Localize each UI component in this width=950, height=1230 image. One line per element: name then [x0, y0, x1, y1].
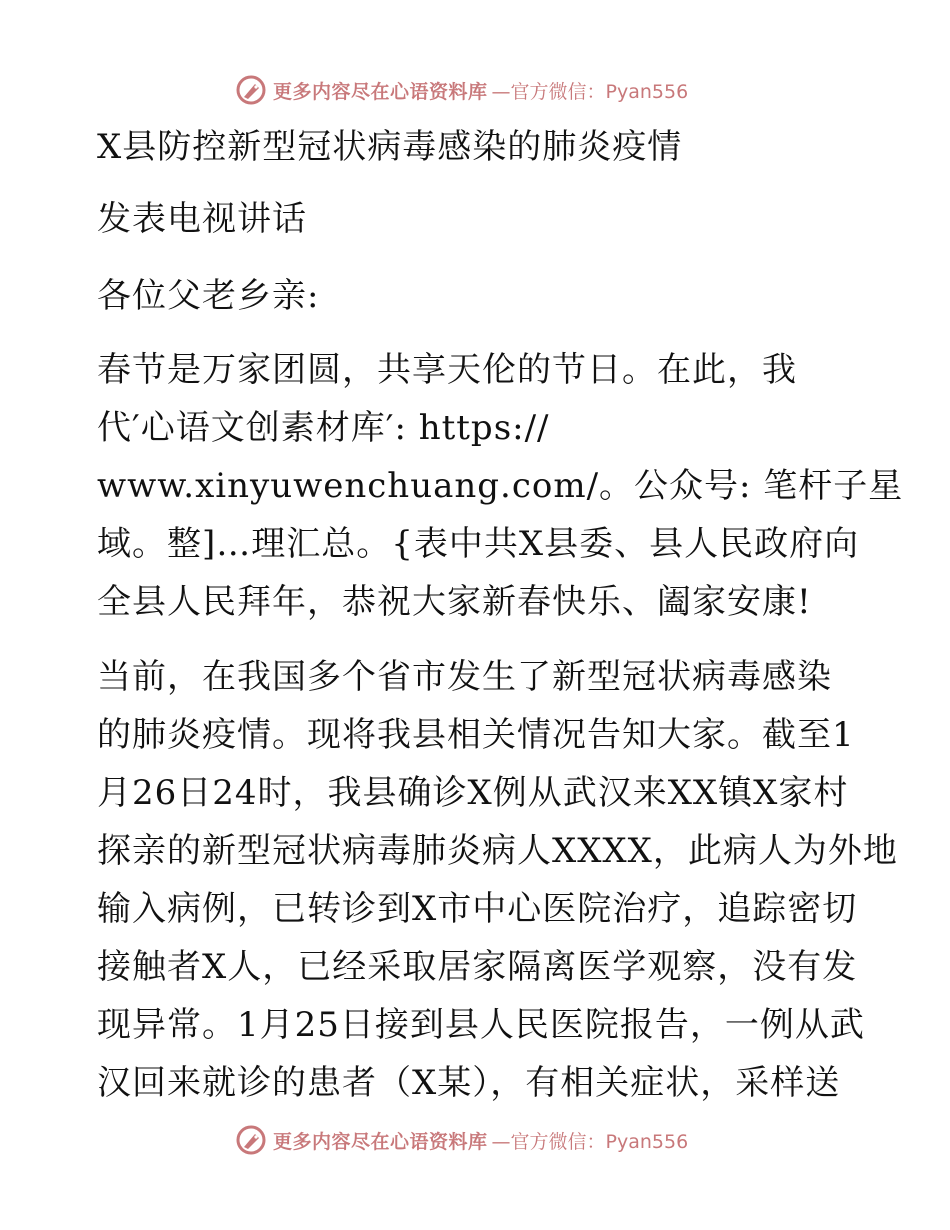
banner-text-wechat: —官方微信：Pyan556: [491, 80, 689, 103]
header-watermark-banner: [235, 72, 688, 108]
paragraph-2-line: 当前，在我国多个省市发生了新型冠状病毒感染: [97, 657, 832, 697]
paragraph-1-line: www.xinyuwenchuang.com/。公众号: 笔杆子星: [97, 466, 904, 506]
paragraph-1-line: 春节是万家团圆，共享天伦的节日。在此，我: [97, 350, 797, 390]
banner-text-main: 更多内容尽在心语资料库: [273, 1130, 488, 1153]
paragraph-1-line: 代′心语文创素材库′: https://: [97, 408, 550, 448]
document-title-line-1: X县防控新型冠状病毒感染的肺炎疫情: [97, 127, 683, 167]
pen-nib-logo-icon: [235, 74, 267, 106]
paragraph-1-line: 域。整]…理汇总。{表中共X县委、县人民政府向: [97, 524, 860, 564]
banner-text-wechat: —官方微信：Pyan556: [491, 1130, 689, 1153]
paragraph-2-line: 现异常。1月25日接到县人民医院报告，一例从武: [97, 1005, 865, 1045]
paragraph-2-line: 接触者X人，已经采取居家隔离医学观察，没有发: [97, 947, 858, 987]
salutation: 各位父老乡亲:: [97, 276, 320, 316]
paragraph-2-line: 汉回来就诊的患者（X某），有相关症状，采样送: [97, 1063, 841, 1103]
pen-nib-logo-icon: [235, 1124, 267, 1156]
paragraph-2-line: 输入病例，已转诊到X市中心医院治疗，追踪密切: [97, 889, 858, 929]
paragraph-2-line: 的肺炎疫情。现将我县相关情况告知大家。截至1: [97, 715, 855, 755]
paragraph-1-line: 全县人民拜年，恭祝大家新春快乐、阖家安康!: [97, 582, 812, 622]
footer-watermark-banner: [235, 1122, 688, 1158]
banner-text-main: 更多内容尽在心语资料库: [273, 80, 488, 103]
paragraph-2-line: 探亲的新型冠状病毒肺炎病人XXXX，此病人为外地: [97, 831, 898, 871]
paragraph-2-line: 月26日24时，我县确诊X例从武汉来XX镇X家村: [97, 773, 849, 813]
document-title-line-2: 发表电视讲话: [97, 199, 307, 239]
